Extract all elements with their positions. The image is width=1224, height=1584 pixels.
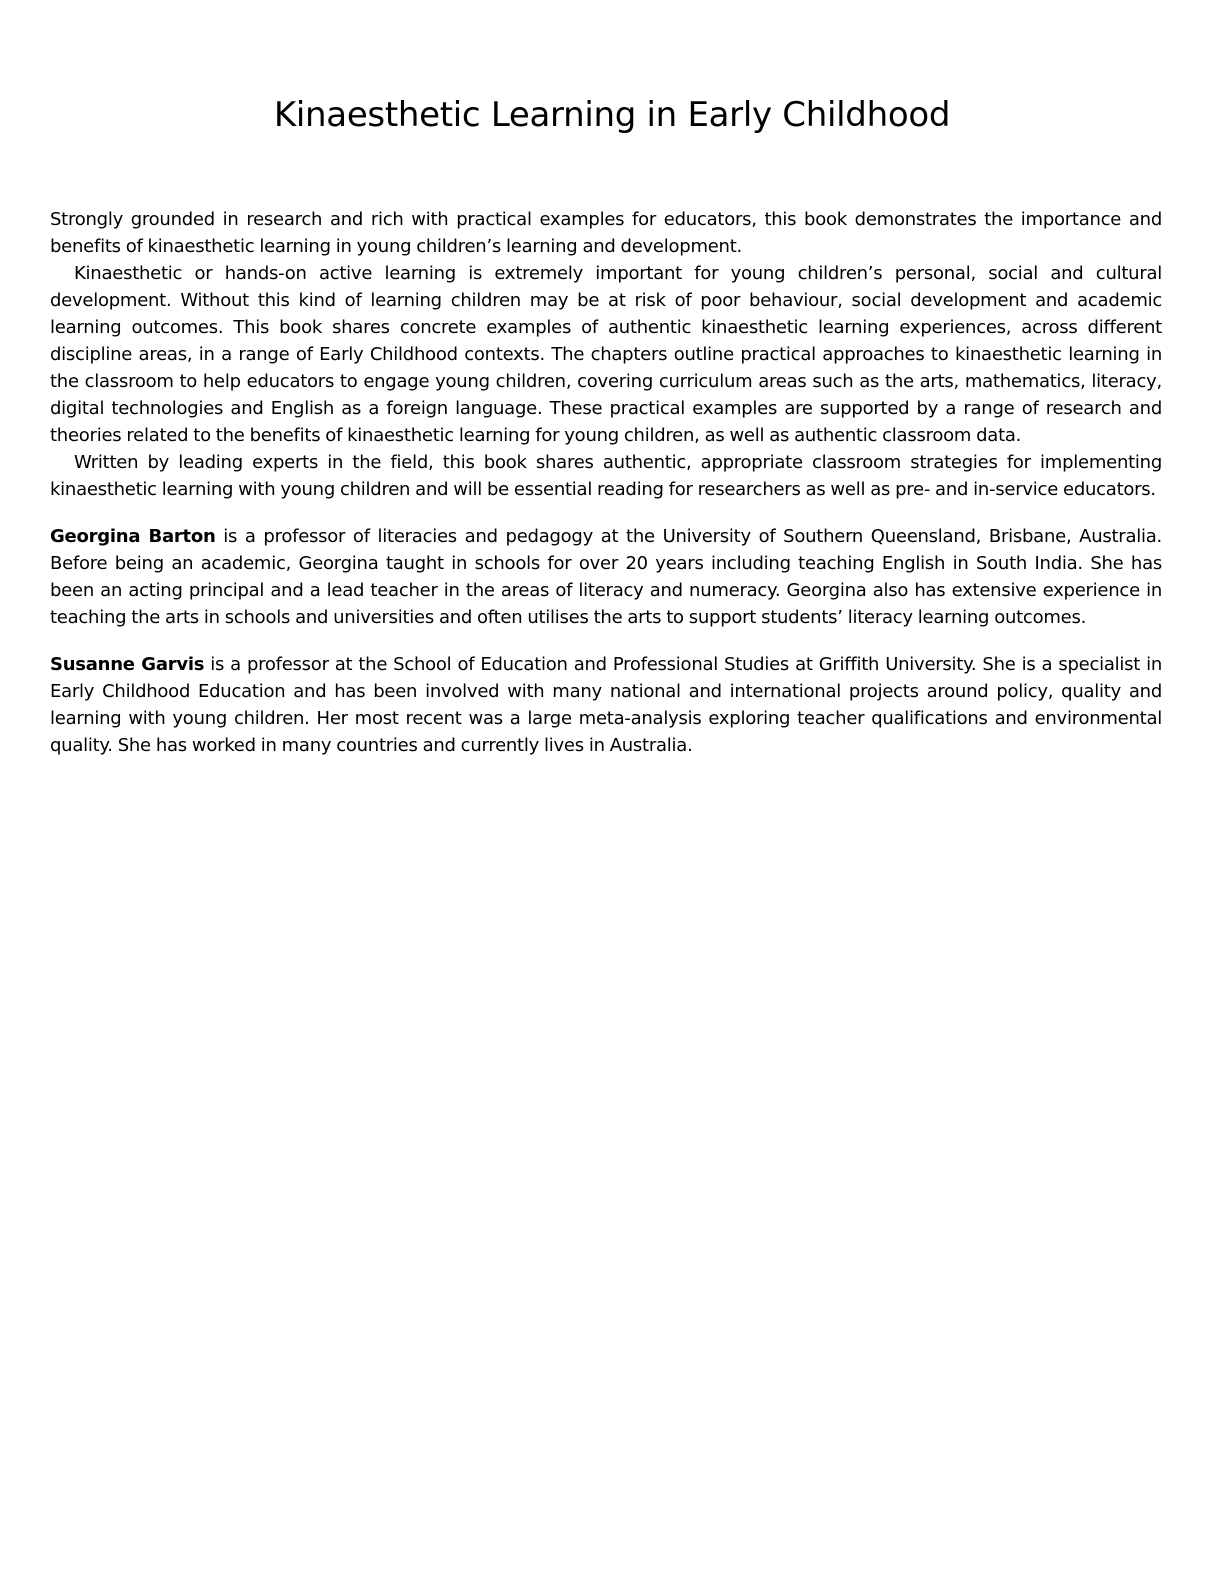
page-title: Kinaesthetic Learning in Early Childhood [273,95,951,135]
author-name: Susanne Garvis [50,654,205,675]
description-paragraph-2: Kinaesthetic or hands-on active learning is extremely important for young children’s personal, social and cultural development. Without this kind of learning children may be at risk of poor behaviour, social development and academic learning outcomes. This book shares concrete examples of authentic kinaesthetic learning experiences, across different discipline areas, in a range of Early Childhood contexts. The chapters outline practical approaches to kinaesthetic learning in the classroom to help educators to engage young children, covering curriculum areas such as the arts, mathematics, literacy, digital technologies and English as a foreign language. These practical examples are supported by a range of research and theories related to the benefits of kinaesthetic learning for young children, as well as authentic classroom data. [50,263,1162,446]
author-bio-text: is a professor of literacies and pedagogy at the University of Southern Queensland, Brisbane, Australia. Before being an academic, Georgina taught in schools for over 20 years including teaching English in South India. She has been an acting principal and a lead teacher in the areas of literacy and numeracy. Georgina also has extensive experience in teaching the arts in schools and universities and often utilises the arts to support students’ literacy learning outcomes. [50,526,1162,628]
author-bio-text: is a professor at the School of Education and Professional Studies at Griffith University. She is a specialist in Early Childhood Education and has been involved with many national and international projects around policy, quality and learning with young children. Her most recent was a large meta-analysis exploring teacher qualifications and environmental quality. She has worked in many countries and currently lives in Australia. [50,654,1162,756]
author-bio-barton [50,523,1162,631]
description-paragraph-1: Strongly grounded in research and rich with practical examples for educators, this book demonstrates the importance and benefits of kinaesthetic learning in young children’s learning and development. [50,209,1162,257]
author-bio-garvis [50,651,1162,759]
document-body [50,206,1162,759]
description-paragraph-3: Written by leading experts in the field, this book shares authentic, appropriate classroom strategies for implementing kinaesthetic learning with young children and will be essential reading for researchers as well as pre- and in-service educators. [50,452,1162,500]
author-name: Georgina Barton [50,526,216,547]
